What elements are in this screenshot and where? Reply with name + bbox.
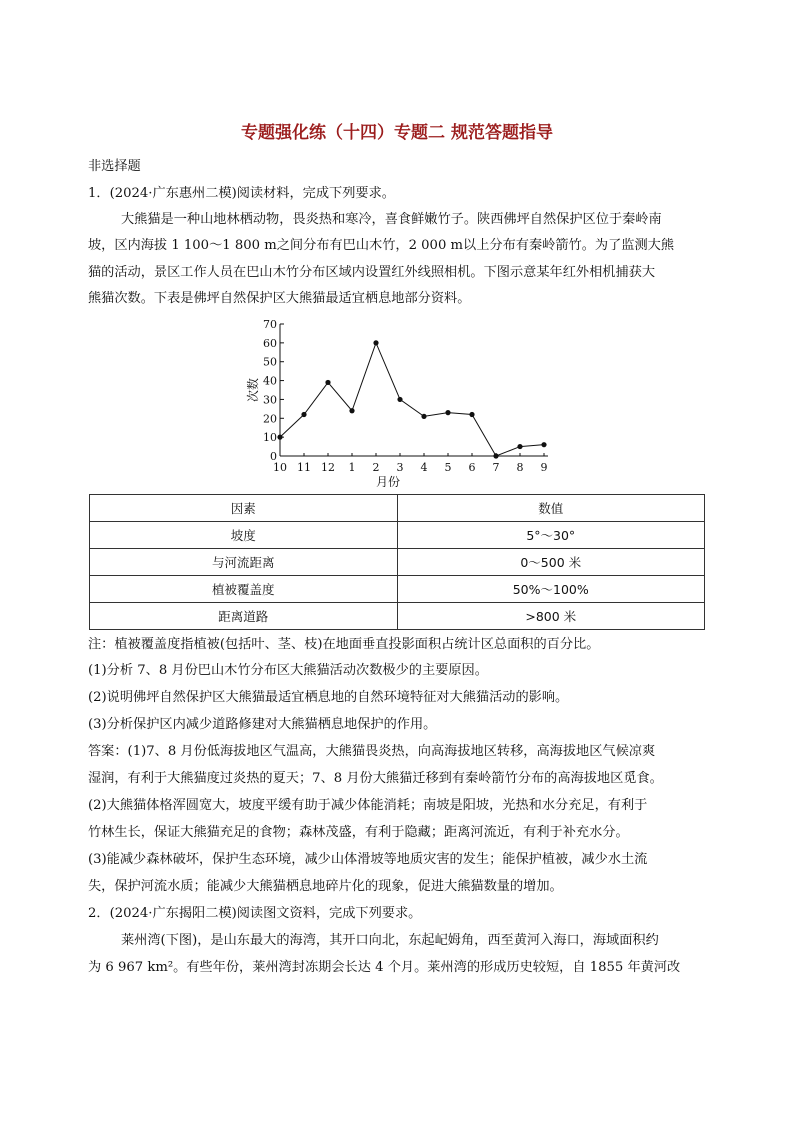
q1-para-line: 熊猫次数。下表是佛坪自然保护区大熊猫最适宜栖息地部分资料。 (88, 291, 471, 306)
question-item: (2)说明佛坪自然保护区大熊猫最适宜栖息地的自然环境特征对大熊猫活动的影响。 (88, 690, 569, 705)
y-tick-label: 50 (263, 355, 277, 369)
table-cell: 坡度 (90, 522, 398, 549)
table-row (90, 603, 705, 630)
table-cell: 0～500 米 (397, 549, 705, 576)
x-tick-label: 12 (321, 461, 335, 474)
x-axis-label: 月份 (375, 475, 401, 489)
table-row (90, 522, 705, 549)
data-point (349, 408, 354, 413)
table-cell: 与河流距离 (90, 549, 398, 576)
q1-para-line: 大熊猫是一种山地林栖动物，畏炎热和寒冷，喜食鲜嫩竹子。陕西佛坪自然保护区位于秦岭南 (121, 212, 662, 227)
table-row (90, 576, 705, 603)
q2-para-line: 为 6 967 km²。有些年份，莱州湾封冻期会长达 4 个月。莱州湾的形成历史较短，自 1855 年黄河改 (88, 960, 681, 975)
x-tick-label: 7 (492, 461, 500, 474)
table-cell: >800 米 (397, 603, 705, 630)
x-tick-label: 3 (396, 461, 404, 474)
panda-capture-line-chart (240, 318, 570, 492)
y-tick-label: 30 (263, 393, 277, 407)
answer-line: 竹林生长，保证大熊猫充足的食物；森林茂盛，有利于隐藏；距离河流近，有利于补充水分。 (88, 825, 629, 840)
q1-para-line: 猫的活动，景区工作人员在巴山木竹分布区域内设置红外线照相机。下图示意某年红外相机捕获大 (88, 265, 656, 280)
answer-line: (3)能减少森林破坏，保护生态环境，减少山体滑坡等地质灾害的发生；能保护植被，减少水土流 (88, 852, 648, 867)
y-axis-label: 次数 (246, 377, 260, 403)
y-tick-label: 60 (263, 336, 277, 350)
table-header-cell: 数值 (397, 495, 705, 522)
y-tick-label: 40 (263, 374, 277, 388)
answer-line: (2)大熊猫体格浑圆宽大，坡度平缓有助于减少体能消耗；南坡是阳坡，光热和水分充足，有利于 (88, 798, 648, 813)
x-tick-label: 11 (297, 461, 311, 474)
q2-para-line: 莱州湾(下图)，是山东最大的海湾，其开口向北，东起屺姆角，西至黄河入海口，海域面积约 (121, 933, 659, 948)
q1-para-line: 坡，区内海拔 1 100～1 800 m之间分布有巴山木竹，2 000 m以上分布有秦岭箭竹。为了监测大熊 (88, 238, 675, 253)
data-point (301, 412, 306, 417)
data-point (373, 340, 378, 345)
data-point (445, 410, 450, 415)
x-tick-label: 6 (468, 461, 476, 474)
data-point (469, 412, 474, 417)
answer-line: 湿润，有利于大熊猫度过炎热的夏天；7、8 月份大熊猫迁移到有秦岭箭竹分布的高海拔地区觅食。 (88, 771, 663, 786)
q1-header: 1．(2024·广东惠州二模)阅读材料，完成下列要求。 (88, 186, 395, 201)
x-tick-label: 5 (444, 461, 452, 474)
y-tick-label: 0 (270, 450, 277, 463)
x-tick-label: 1 (348, 461, 356, 474)
answer-line: 答案：(1)7、8 月份低海拔地区气温高，大熊猫畏炎热，向高海拔地区转移，高海拔地区气候凉爽 (88, 744, 656, 759)
x-tick-label: 10 (273, 461, 287, 474)
question-item: (3)分析保护区内减少道路修建对大熊猫栖息地保护的作用。 (88, 717, 437, 732)
q2-header: 2．(2024·广东揭阳二模)阅读图文资料，完成下列要求。 (88, 906, 422, 921)
x-tick-label: 8 (516, 461, 524, 474)
table-note: 注：植被覆盖度指植被(包括叶、茎、枝)在地面垂直投影面积占统计区总面积的百分比。 (88, 637, 600, 652)
table-cell: 距离道路 (90, 603, 398, 630)
data-point (421, 414, 426, 419)
habitat-table (89, 494, 705, 630)
section-label: 非选择题 (88, 159, 141, 174)
data-point (325, 380, 330, 385)
table-header-cell: 因素 (90, 495, 398, 522)
x-tick-label: 9 (540, 461, 548, 474)
question-item: (1)分析 7、8 月份巴山木竹分布区大熊猫活动次数极少的主要原因。 (88, 663, 488, 678)
x-tick-label: 2 (372, 461, 380, 474)
series-line (280, 343, 544, 456)
table-cell: 5°～30° (397, 522, 705, 549)
answer-line: 失，保护河流水质；能减少大熊猫栖息地碎片化的现象，促进大熊猫数量的增加。 (88, 879, 563, 894)
data-point (517, 444, 522, 449)
data-point (541, 442, 546, 447)
table-row (90, 549, 705, 576)
y-tick-label: 20 (263, 412, 277, 426)
data-point (397, 397, 402, 402)
table-cell: 植被覆盖度 (90, 576, 398, 603)
table-cell: 50%～100% (397, 576, 705, 603)
page-title: 专题强化练（十四）专题二 规范答题指导 (241, 123, 553, 143)
data-point (493, 453, 498, 458)
y-tick-label: 10 (263, 431, 277, 445)
y-tick-label: 70 (263, 318, 277, 331)
data-point (277, 435, 282, 440)
x-tick-label: 4 (420, 461, 428, 474)
table-header-row (90, 495, 705, 522)
